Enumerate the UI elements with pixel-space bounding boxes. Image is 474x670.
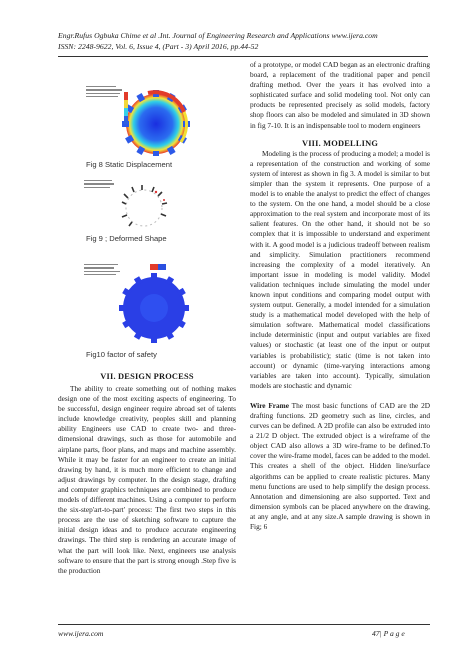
- right-column: [250, 60, 430, 532]
- section-heading-design-process: VII. DESIGN PROCESS: [100, 372, 194, 381]
- fig10-factor-of-safety-image: [84, 262, 202, 344]
- header-divider: [58, 56, 428, 57]
- fig10-gear-plot: [84, 262, 202, 344]
- wireframe-text: The most basic functions of CAD are the 2D drafting functions. 2D geometry such as line, circles, and curves can be defined. A 2D profile can also be extruded into a 21/2 D object. The extruded object is a wireframe of the object CAD also allows a 3D wire-frame to be defined.To cover the wire-frame model, faces can be added to the model. This creates a shell of the object. Hidden line/surface algorithms can be applied to create realistic pictures. Many menu functions are used to help simplify the design process. Annotation and dimensioning are also supported. Text and dimension symbols can be placed anywhere on the drawing, at any angle, and at any size.A sample drawing is shown in Fig; 6: [250, 400, 431, 532]
- modelling-paragraph: Modeling is the process of producing a model; a model is a representation of the construction and working of some system of interest as shown in fig 3. A model is similar to but simpler than the system it represents. One purpose of a model is to enable the analyst to predict the effect of changes to the system. On the one hand, a model should be a close approximation to the real system and incorporate most of its salient features. On the other hand, it should not be so complex that it is impossible to understand and experiment with it. A good model is a judicious tradeoff between realism and simplicity. Simulation practitioners recommend increasing the complexity of a model iteratively. An important issue in modeling is model validity. Model validation techniques include simulating the model under known input conditions and comparing model output with system output. Generally, a model intended for a simulation study is a mathematical model developed with the help of simulation software. Mathematical model classifications include deterministic (input and output variables are fixed values) or stochastic (at least one of the input or output variables is probabilistic); static (time is not taken into account) or dynamic (time-varying interactions among variables are taken into account). Typically, simulation models are stochastic and dynamic: [250, 148, 430, 390]
- running-header: [58, 30, 430, 52]
- footer-site: www.ijera.com: [58, 629, 104, 638]
- fig8-caption: Fig 8 Static Displacement: [86, 160, 173, 169]
- wireframe-term: Wire Frame: [250, 400, 290, 410]
- design-process-paragraph: The ability to create something out of nothing makes design one of the most exciting aspects of engineering. To be successful, design engineer require abroad set of talents include knowledge creativity, peoples skill and planning ability Engineers use CAD to create two- and three-dimensional drawings, such as those for automobile and airplane parts, floor plans, and maps and machine assembly. While it may be faster for an engineer to create an initial drawing by hand, it is much more efficient to change and adjust drawings by computer. In the design stage, drafting and computer graphics techniques are combined to produce models of different machines. Using a computer to perform the six-step'art-to-part' process: The first two steps in this process are the use of sketching software to capture the initial design ideas and to produce accurate engineering drawings. The third step is rendering an accurate image of what the part will look like. Next, engineers use analysis software to ensure that the part is strong enough .Step five is the production: [58, 384, 236, 575]
- fig9-ring-plot: [84, 180, 198, 230]
- footer-page-number: [372, 629, 405, 638]
- fig9-caption: Fig 9 ; Deformed Shape: [86, 234, 167, 243]
- fig8-static-displacement-image: [86, 84, 196, 156]
- fig10-caption: Fig10 factor of safety: [86, 350, 157, 359]
- page-suffix: | P a g e: [379, 629, 405, 638]
- footer-divider: [58, 624, 430, 625]
- cad-history-paragraph: of a prototype, or model CAD began as an electronic drafting board, a replacement of the traditional paper and pencil drafting method. Over the years it has evolved into a sophisticated surface and solid modeling tool. Not only can products be represented precisely as solid models, factory shop floors can also be modeled and simulated in 3D shown in fig 7-10. It is an indispensable tool to modern engineers: [250, 60, 430, 130]
- header-citation: Engr.Rufus Ogbuka Chime et al .Int. Journal of Engineering Research and Applications www.ijera.com: [58, 31, 378, 40]
- header-issn: ISSN: 2248-9622, Vol. 6, Issue 4, (Part - 3) April 2016, pp.44-52: [58, 42, 259, 51]
- fig8-gear-plot: [86, 84, 196, 156]
- fig9-deformed-shape-image: [84, 180, 198, 230]
- page-number: 47: [372, 629, 380, 638]
- left-column: [58, 372, 236, 576]
- section-heading-modelling: VIII. MODELLING: [301, 138, 379, 148]
- wireframe-paragraph: [250, 401, 430, 532]
